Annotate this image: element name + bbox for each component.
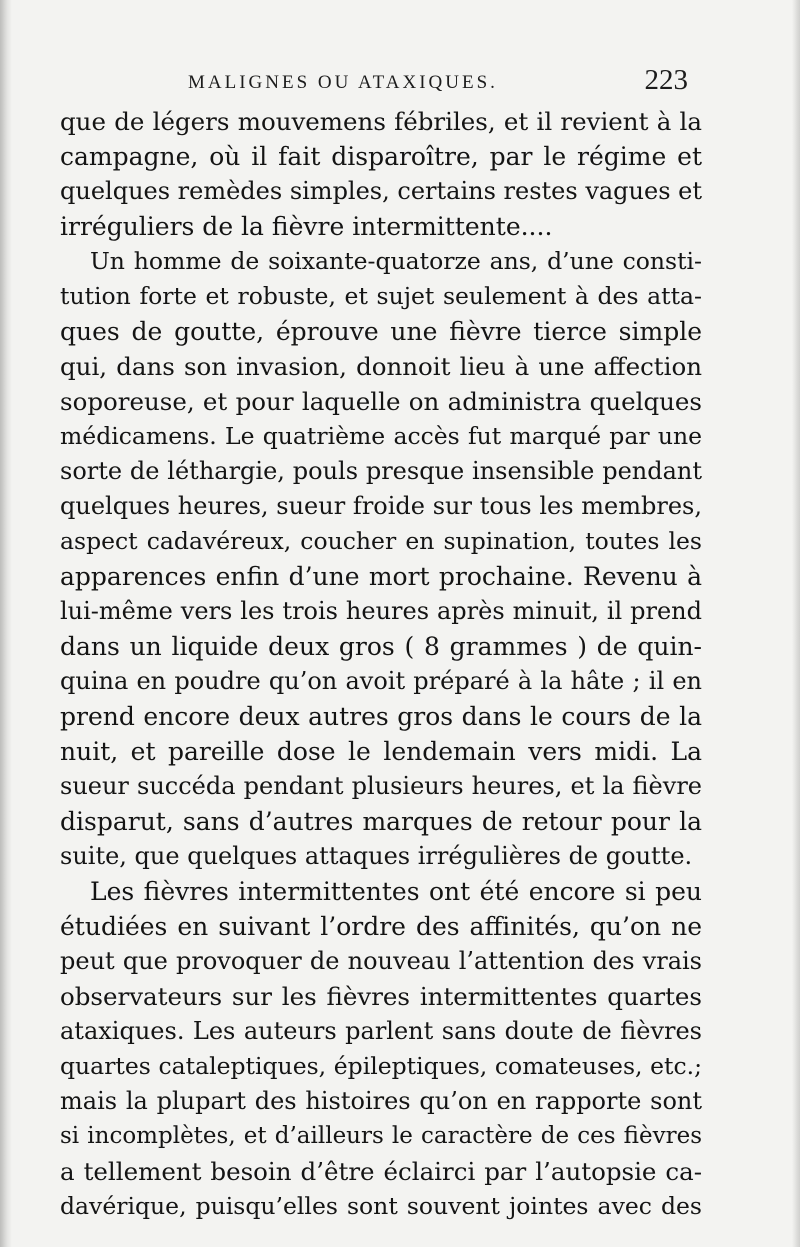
- running-head-title: MALIGNES OU ATAXIQUES.: [188, 72, 498, 93]
- page-number: 223: [644, 64, 688, 96]
- running-head: [60, 64, 688, 100]
- text-line: suite, que quelques attaques irrégulières de goutte.: [60, 842, 693, 870]
- text-line: dans un liquide deux gros ( 8 grammes ) de quin-: [60, 632, 702, 661]
- text-line: quelques remèdes simples, certains restes vagues et: [60, 177, 702, 205]
- text-line: sueur succéda pendant plusieurs heures, et la fièvre: [60, 772, 702, 800]
- text-line: si incomplètes, et d’ailleurs le caractère de ces fièvres: [60, 1123, 702, 1149]
- text-line: apparences enfin d’une mort prochaine. Revenu à: [60, 562, 702, 591]
- page-right-edge: [792, 0, 800, 1247]
- text-line: quina en poudre qu’on avoit préparé à la hâte ; il en: [60, 667, 702, 695]
- text-line: davérique, puisqu’elles sont souvent jointes avec des: [60, 1192, 702, 1220]
- text-line: a tellement besoin d’être éclairci par l’autopsie ca-: [60, 1157, 702, 1186]
- paragraph-first-line: Un homme de soixante-quatorze ans, d’une consti-: [90, 247, 702, 275]
- page-left-edge: [0, 0, 12, 1247]
- paragraph-first-line: Les fièvres intermittentes ont été encore si peu: [90, 877, 702, 906]
- text-line: campagne, où il fait disparoître, par le régime et: [60, 142, 702, 171]
- text-line: étudiées en suivant l’ordre des affinités, qu’on ne: [60, 912, 702, 941]
- text-line: observateurs sur les fièvres intermittentes quartes: [60, 982, 702, 1011]
- text-line: nuit, et pareille dose le lendemain vers midi. La: [60, 737, 702, 766]
- text-line: quartes cataleptiques, épileptiques, comateuses, etc.;: [60, 1052, 702, 1080]
- text-line: tution forte et robuste, et sujet seulement à des atta-: [60, 282, 702, 310]
- text-line: mais la plupart des histoires qu’on en rapporte sont: [60, 1087, 702, 1115]
- text-line: ques de goutte, éprouve une fièvre tierce simple: [60, 317, 702, 346]
- body-text: [60, 104, 702, 1224]
- text-line: sorte de léthargie, pouls presque insensible pendant: [60, 457, 702, 485]
- text-line: disparut, sans d’autres marques de retour pour la: [60, 807, 702, 836]
- text-line: lui-même vers les trois heures après minuit, il prend: [60, 597, 702, 625]
- text-line: qui, dans son invasion, donnoit lieu à une affection: [60, 352, 702, 381]
- text-line: peut que provoquer de nouveau l’attention des vrais: [60, 947, 702, 975]
- text-line: ataxiques. Les auteurs parlent sans doute de fièvres: [60, 1017, 702, 1045]
- text-line: que de légers mouvemens fébriles, et il revient à la: [60, 107, 702, 136]
- text-line: aspect cadavéreux, coucher en supination, toutes les: [60, 527, 702, 555]
- text-line: irréguliers de la fièvre intermittente....: [60, 212, 553, 241]
- text-line: prend encore deux autres gros dans le cours de la: [60, 702, 702, 731]
- text-line: médicamens. Le quatrième accès fut marqué par une: [60, 422, 702, 450]
- text-line: quelques heures, sueur froide sur tous les membres,: [60, 492, 702, 520]
- text-line: soporeuse, et pour laquelle on administra quelques: [60, 387, 702, 416]
